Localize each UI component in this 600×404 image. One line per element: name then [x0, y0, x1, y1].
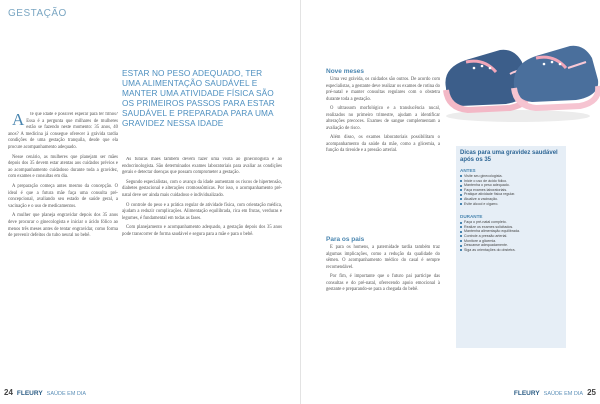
- body-paragraph: As futuras mães também devem fazer uma visita ao ginecologista e ao endocrinologista. São determinados exames laboratoriais para avaliar as condições gerais e detectar doenças que possam comprometer a gestação.: [122, 157, 282, 176]
- tips-sidebar: [456, 146, 566, 348]
- sidebar-title: Dicas para uma gravidez saudável após os 35: [460, 150, 558, 163]
- brand-subtitle: SAÚDE EM DIA: [543, 391, 584, 397]
- section-nine-months: [326, 68, 440, 158]
- brand-name: FLEURY: [513, 390, 540, 397]
- list-item: Evite álcool e cigarro.: [460, 202, 562, 207]
- intro-paragraph: Nesse cenário, as mulheres que planejam ser mães depois dos 35 devem estar atentas aos cuidados prévios e ao acompanhamento cuidadoso durante toda a gravidez, com exames e consultas em dia.: [8, 154, 118, 180]
- body-paragraph: O controle do peso e a prática regular de atividade física, com orientação médica, ajudam a reduzir complicações. Alimentação equilibrada, rica em frutas, verduras e legumes, é fundamental em todas as fases.: [122, 202, 282, 221]
- list-item: Mantenha o peso adequado.: [460, 183, 562, 188]
- list-item: Atualize a vacinação.: [460, 197, 562, 202]
- folio-right: [514, 388, 596, 397]
- sidebar-list-before: [460, 174, 562, 206]
- page-number: 25: [587, 388, 596, 397]
- sidebar-list-during: [460, 220, 562, 252]
- body-paragraph: Por fim, é importante que o futuro pai participe das consultas e do pré-natal, oferecendo apoio emocional à gestante e preparando-se para a chegada do bebê.: [326, 274, 440, 292]
- list-item: Mantenha alimentação equilibrada.: [460, 229, 562, 234]
- list-item: Pratique atividade física regular.: [460, 192, 562, 197]
- section-label: GESTAÇÃO: [8, 8, 67, 19]
- intro-column: [8, 112, 118, 374]
- list-item: Descanse adequadamente.: [460, 243, 562, 248]
- body-paragraph: E para os homens, a paternidade tardia também traz algumas implicações, como a redução da qualidade do sêmen. O acompanhamento médico do casal é sempre recomendável.: [326, 245, 440, 270]
- folio-left: [4, 388, 86, 397]
- page-number: 24: [4, 388, 13, 397]
- body-paragraph: O ultrassom morfológico e a translucência nucal, realizados no primeiro trimestre, ajudam a identificar alterações precoces. Exames de sangue complementam a avaliação de risco.: [326, 106, 440, 131]
- intro-paragraph: A mulher que planeja engravidar depois dos 35 anos deve procurar o ginecologista e iniciar o ácido fólico ao menos três meses antes de tentar engravidar, como forma de prevenir defeitos do tubo neural no bebê.: [8, 213, 118, 239]
- list-item: Controle a pressão arterial.: [460, 234, 562, 239]
- subhead: Para os pais: [326, 236, 365, 243]
- list-item: Inicie o uso de ácido fólico.: [460, 179, 562, 184]
- pull-quote: ESTAR NO PESO ADEQUADO, TER UMA ALIMENTAÇÃO SAUDÁVEL E MANTER UMA ATIVIDADE FÍSICA SÃO OS PRIMEIROS PASSOS PARA ESTAR SAUDÁVEL E PREPARADA PARA UMA GRAVIDEZ NESSA IDADE: [122, 68, 275, 128]
- list-item: Visite seu ginecologista.: [460, 174, 562, 179]
- brand-subtitle: SAÚDE EM DIA: [46, 391, 87, 397]
- dropcap: A: [12, 112, 25, 129]
- list-item: Siga as orientações do obstetra.: [460, 248, 562, 253]
- body-paragraph: Com planejamento e acompanhamento adequado, a gestação depois dos 35 anos pode transcorrer de forma saudável e segura para a mãe e para o bebê.: [122, 225, 282, 237]
- sidebar-label-during: DURANTE: [460, 214, 483, 220]
- body-paragraph: Segundo especialistas, com o avanço da idade aumentam os riscos de hipertensão, diabetes gestacional e alterações cromossômicas. Por isso, o acompanhamento pré-natal deve ser ainda mais cuidadoso e individualizado.: [122, 179, 282, 198]
- list-item: Monitore a glicemia.: [460, 239, 562, 244]
- intro-paragraph: A té que idade é possível esperar para ter filhos? Essa é a pergunta que milhares de mulheres estão se fazendo neste momento: 35 anos, 40 anos? A medicina já consegue oferecer à grávida tardia condições de uma gestação tranquila, desde que ela procure acompanhamento adequado.: [8, 112, 118, 150]
- body-paragraph: Além disso, os exames laboratoriais possibilitam o acompanhamento da saúde da mãe, como a glicemia, a função da tireoide e a pressão arterial.: [326, 135, 440, 153]
- list-item: Realize os exames solicitados.: [460, 225, 562, 230]
- intro-paragraph: A preparação começa antes mesmo da concepção. O ideal é que a futura mãe faça uma consulta pré-concepcional, avaliando seu estado de saúde geral, a vacinação e o uso de medicamentos.: [8, 183, 118, 209]
- sidebar-label-before: ANTES: [460, 168, 476, 173]
- subhead: Nove meses: [326, 68, 364, 75]
- body-paragraph: Uma vez grávida, os cuidados são outros. De acordo com especialistas, a gestante deve realizar os exames de rotina do pré-natal e manter consultas regulares com o obstetra durante toda a gestação.: [326, 77, 440, 102]
- list-item: Faça o pré-natal completo.: [460, 220, 562, 225]
- brand-name: FLEURY: [16, 390, 43, 397]
- list-item: Faça exames laboratoriais.: [460, 188, 562, 193]
- baby-shoes-photo: [436, 28, 600, 124]
- body-column: [122, 157, 282, 375]
- section-for-parents: [326, 236, 440, 294]
